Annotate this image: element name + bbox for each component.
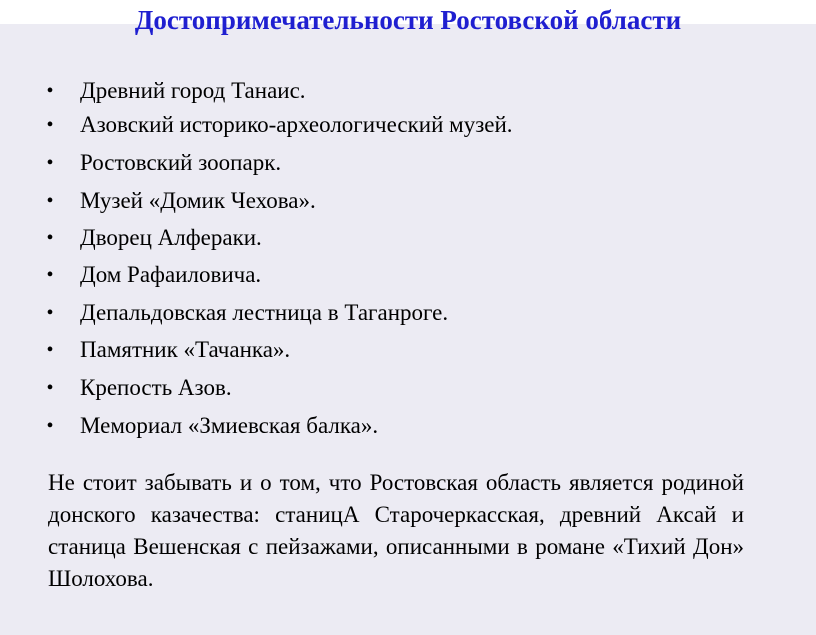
list-item (0, 297, 760, 329)
bullet-icon: • (46, 152, 54, 174)
list-item (0, 334, 760, 366)
bullet-icon: • (46, 80, 54, 102)
list-item (0, 372, 760, 404)
slide-title: Достопримечательности Ростовской области (134, 5, 682, 35)
bullet-icon: • (46, 114, 54, 136)
bullet-icon: • (46, 190, 54, 212)
list-item-text: Азовский историко-археологический музей. (80, 112, 513, 137)
list-item-text: Ростовский зоопарк. (80, 150, 282, 175)
list-item-text: Дом Рафаиловича. (80, 262, 262, 287)
bullet-icon: • (46, 302, 54, 324)
list-item-text: Древний город Танаис. (80, 78, 306, 103)
list-item (0, 147, 760, 179)
list-item (0, 109, 760, 141)
list-item-text: Памятник «Тачанка». (80, 337, 291, 362)
list-item-text: Мемориал «Змиевская балка». (80, 413, 379, 438)
bullet-icon: • (46, 339, 54, 361)
list-item-text: Дворец Алфераки. (80, 225, 262, 250)
bullet-icon: • (46, 377, 54, 399)
list-item (0, 410, 760, 442)
list-item-text: Музей «Домик Чехова». (80, 188, 316, 213)
list-item (0, 259, 760, 291)
closing-paragraph: Не стоит забывать и о том, что Ростовская область является родиной донского казачества: станицА Старочеркасская, древний Аксай и станица Вешенская с пейзажами, описанными в романе «Тихий Дон» Шолохова. (48, 470, 744, 591)
list-item (0, 185, 760, 217)
list-item (0, 75, 760, 107)
list-item-text: Депальдовская лестница в Таганроге. (80, 300, 449, 325)
list-item-text: Крепость Азов. (80, 375, 232, 400)
bullet-icon: • (46, 415, 54, 437)
bullet-icon: • (46, 264, 54, 286)
list-item (0, 222, 760, 254)
bullet-icon: • (46, 227, 54, 249)
